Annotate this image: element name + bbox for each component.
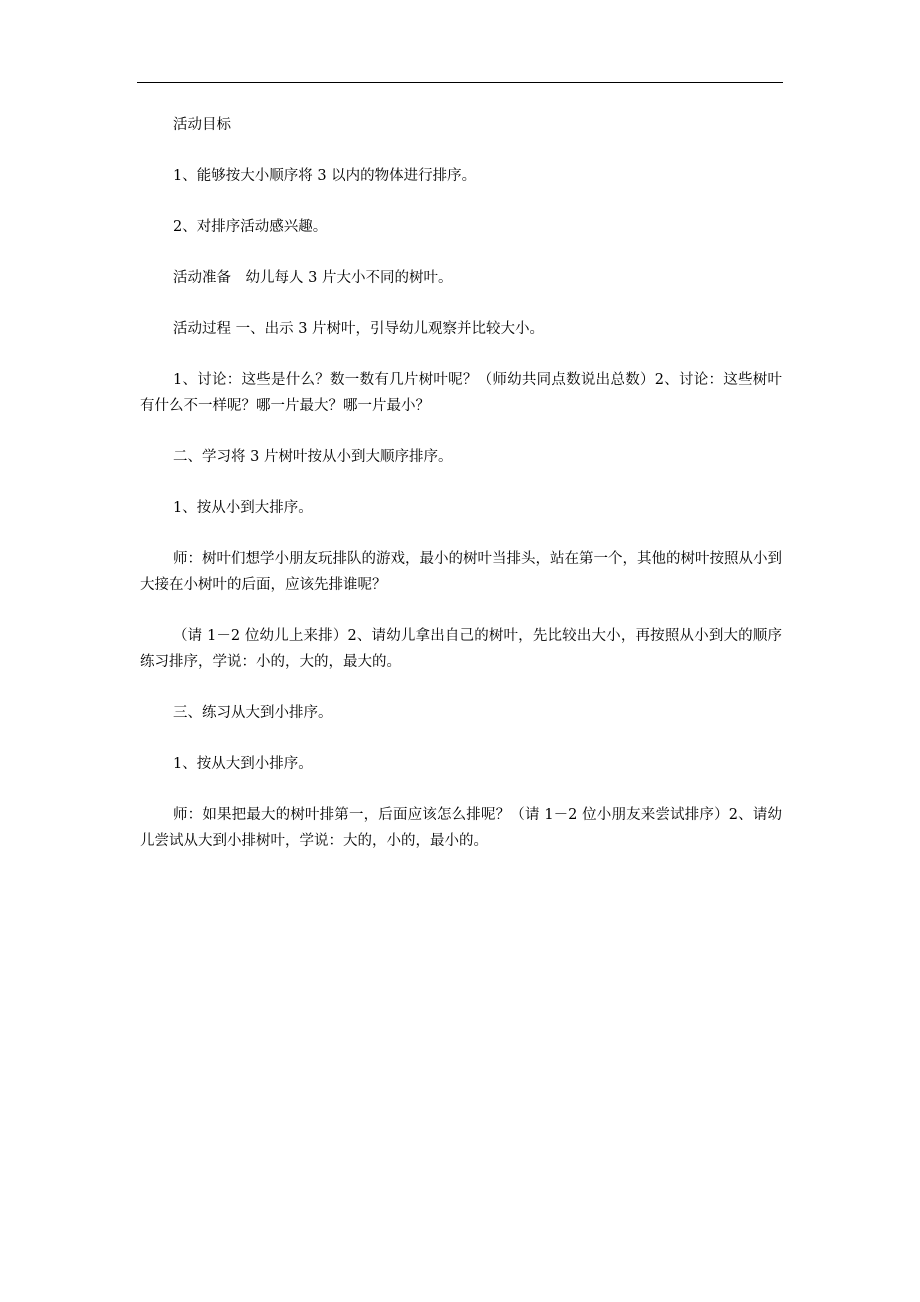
goal-item-1: 1、能够按大小顺序将 3 以内的物体进行排序。 [173, 168, 477, 184]
large-to-small-item: 1、按从大到小排序。 [173, 756, 313, 772]
teacher-prompt-paragraph: 师：树叶们想学小朋友玩排队的游戏，最小的树叶当排头，站在第一个，其他的树叶按照从小到大接在小树叶的后面，应该先排谁呢？ [140, 551, 782, 593]
document-body [140, 112, 782, 854]
discussion-paragraph: 1、讨论：这些是什么？数一数有几片树叶呢？（师幼共同点数说出总数）2、讨论：这些树叶有什么不一样呢？哪一片最大？哪一片最小？ [140, 372, 782, 414]
header-rule [137, 82, 783, 83]
final-teacher-paragraph: 师：如果把最大的树叶排第一，后面应该怎么排呢？（请 1－2 位小朋友来尝试排序）2、请幼儿尝试从大到小排树叶，学说：大的，小的，最小的。 [140, 807, 782, 849]
section-heading-goals: 活动目标 [173, 117, 231, 133]
process-step-2-heading: 二、学习将 3 片树叶按从小到大顺序排序。 [173, 449, 453, 465]
goal-item-2: 2、对排序活动感兴趣。 [173, 219, 328, 235]
child-practice-paragraph: （请 1－2 位幼儿上来排）2、请幼儿拿出自己的树叶，先比较出大小，再按照从小到大的顺序练习排序，学说：小的，大的，最大的。 [140, 628, 782, 670]
process-step-1-heading: 活动过程 一、出示 3 片树叶，引导幼儿观察并比较大小。 [173, 321, 545, 337]
small-to-large-item: 1、按从小到大排序。 [173, 500, 313, 516]
process-step-3-heading: 三、练习从大到小排序。 [173, 705, 333, 721]
preparation-paragraph: 活动准备 幼儿每人 3 片大小不同的树叶。 [173, 270, 453, 286]
